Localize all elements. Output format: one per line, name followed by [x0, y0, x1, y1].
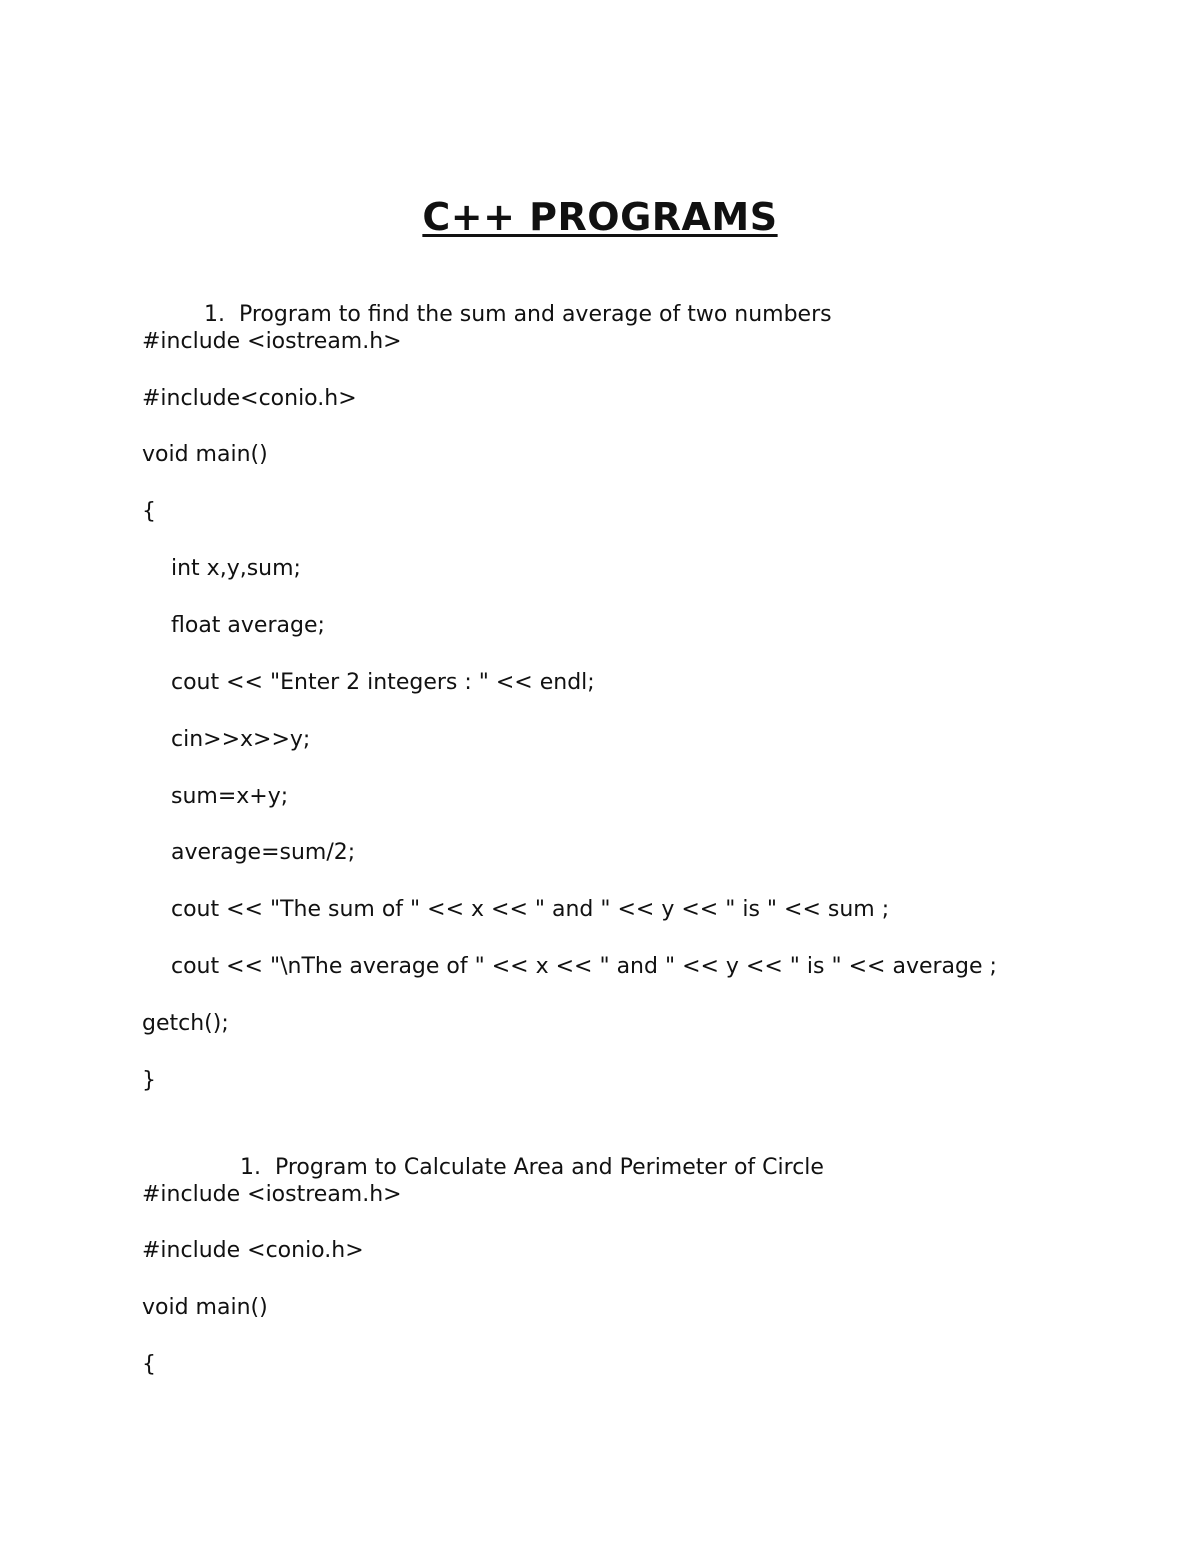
code-line: { [142, 1352, 156, 1377]
code-line: getch(); [142, 1011, 229, 1036]
code-line: void main() [142, 442, 268, 467]
section-number: 1. [203, 302, 225, 327]
code-line: int x,y,sum; [171, 556, 301, 581]
code-line: #include <iostream.h> [142, 329, 402, 354]
document-title: C++ PROGRAMS [422, 195, 778, 239]
code-line: average=sum/2; [171, 840, 356, 865]
code-line: cout << "The sum of " << x << " and " << y << " is " << sum ; [171, 897, 890, 922]
section-heading-text: Program to Calculate Area and Perimeter of Circle [274, 1155, 824, 1180]
code-line: cout << "Enter 2 integers : " << endl; [171, 670, 595, 695]
code-line: cin>>x>>y; [171, 727, 311, 752]
section-heading-text: Program to find the sum and average of two numbers [238, 302, 832, 327]
code-line: #include <iostream.h> [142, 1182, 402, 1207]
code-line: #include<conio.h> [142, 386, 357, 411]
code-line: sum=x+y; [171, 784, 289, 809]
section-number: 1. [239, 1155, 261, 1180]
code-line: cout << "\nThe average of " << x << " and " << y << " is " << average ; [171, 954, 997, 979]
code-line: float average; [171, 613, 325, 638]
code-line: #include <conio.h> [142, 1238, 364, 1263]
code-line: { [142, 499, 156, 524]
code-line: void main() [142, 1295, 268, 1320]
code-line: } [142, 1068, 156, 1093]
